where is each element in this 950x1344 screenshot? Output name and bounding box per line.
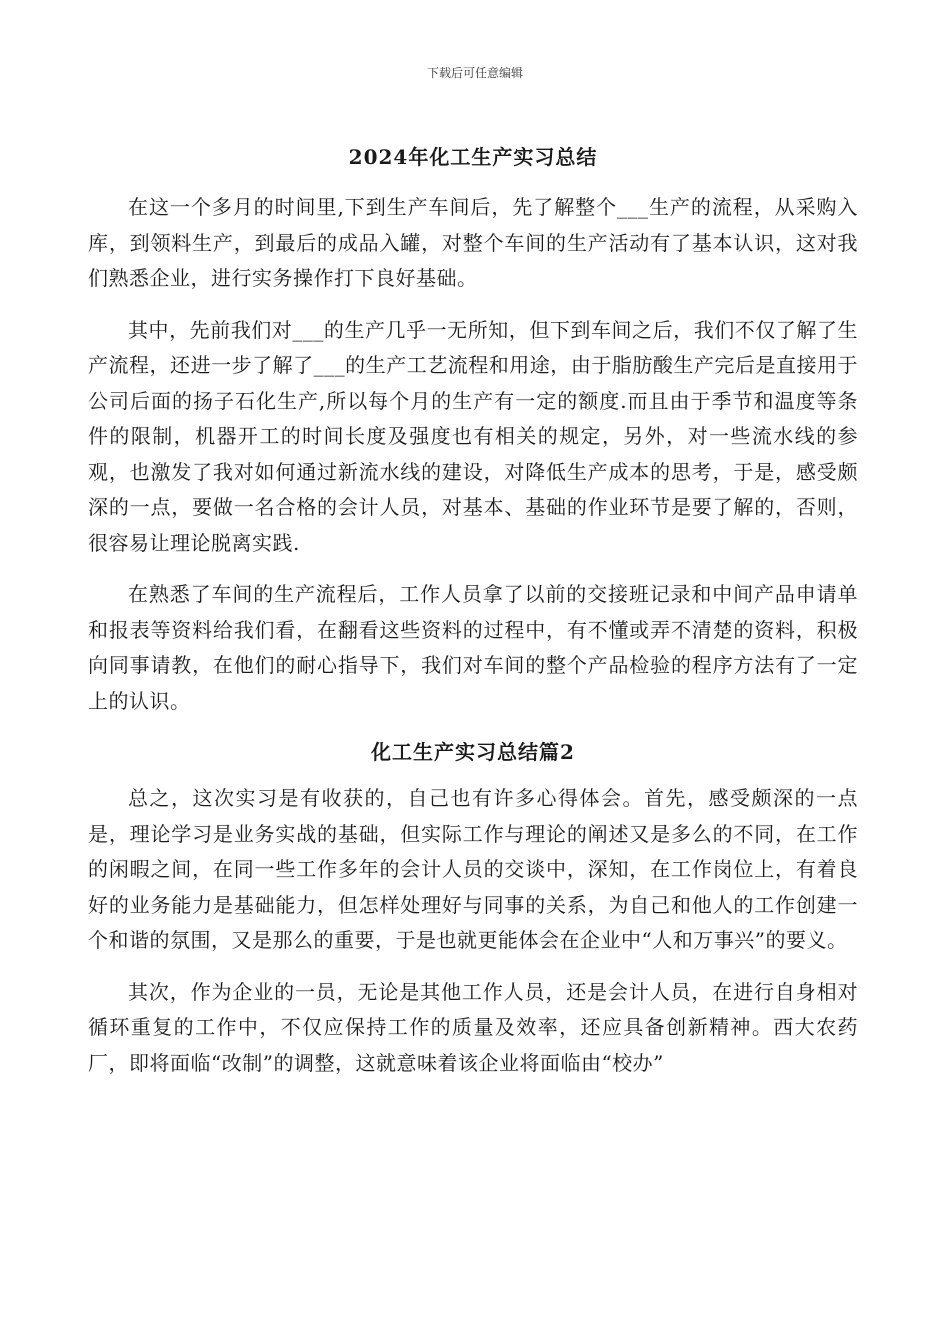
paragraph: 在熟悉了车间的生产流程后，工作人员拿了以前的交接班记录和中间产品申请单和报表等资料给我们看，在翻看这些资料的过程中，有不懂或弄不清楚的资料，积极向同事请教，在他们的耐心指导下，我们对车间的整个产品检验的程序方法有了一定上的认识。 [88,582,858,713]
header-note: 下载后可任意编辑 [426,66,523,80]
document-title: 2024年化工生产实习总结 [348,145,598,169]
document-body [88,140,858,1097]
paragraph: 其中，先前我们对___的生产几乎一无所知，但下到车间之后，我们不仅了解了生产流程，还进一步了解了___的生产工艺流程和用途，由于脂肪酸生产完后是直接用于公司后面的扬子石化生产,所以每个月的生产有一定的额度.而且由于季节和温度等条件的限制，机器开工的时间长度及强度也有相关的规定，另外，对一些流水线的参观，也激发了我对如何通过新流水线的建设，对降低生产成本的思考，于是，感受颇深的一点，要做一名合格的会计人员，对基本、基础的作业环节是要了解的，否则，很容易让理论脱离实践. [88,317,858,555]
section-title: 化工生产实习总结篇2 [371,740,575,764]
paragraph: 其次，作为企业的一员，无论是其他工作人员，还是会计人员，在进行自身相对循环重复的工作中，不仅应保持工作的质量及效率，还应具备创新精神。西大农药厂，即将面临“改制”的调整，这就意味着该企业将面临由“校办” [88,979,858,1075]
paragraph: 总之，这次实习是有收获的，自己也有许多心得体会。首先，感受颇深的一点是，理论学习是业务实战的基础，但实际工作与理论的阐述又是多么的不同，在工作的闲暇之间，在同一些工作多年的会计人员的交谈中，深知，在工作岗位上，有着良好的业务能力是基础能力，但怎样处理好与同事的关系，为自己和他人的工作创建一个和谐的氛围，又是那么的重要，于是也就更能体会在企业中“人和万事兴”的要义。 [88,786,858,952]
paragraph: 在这一个多月的时间里,下到生产车间后，先了解整个___生产的流程，从采购入库，到领料生产，到最后的成品入罐，对整个车间的生产活动有了基本认识，这对我们熟悉企业，进行实务操作打下良好基础。 [88,195,858,290]
